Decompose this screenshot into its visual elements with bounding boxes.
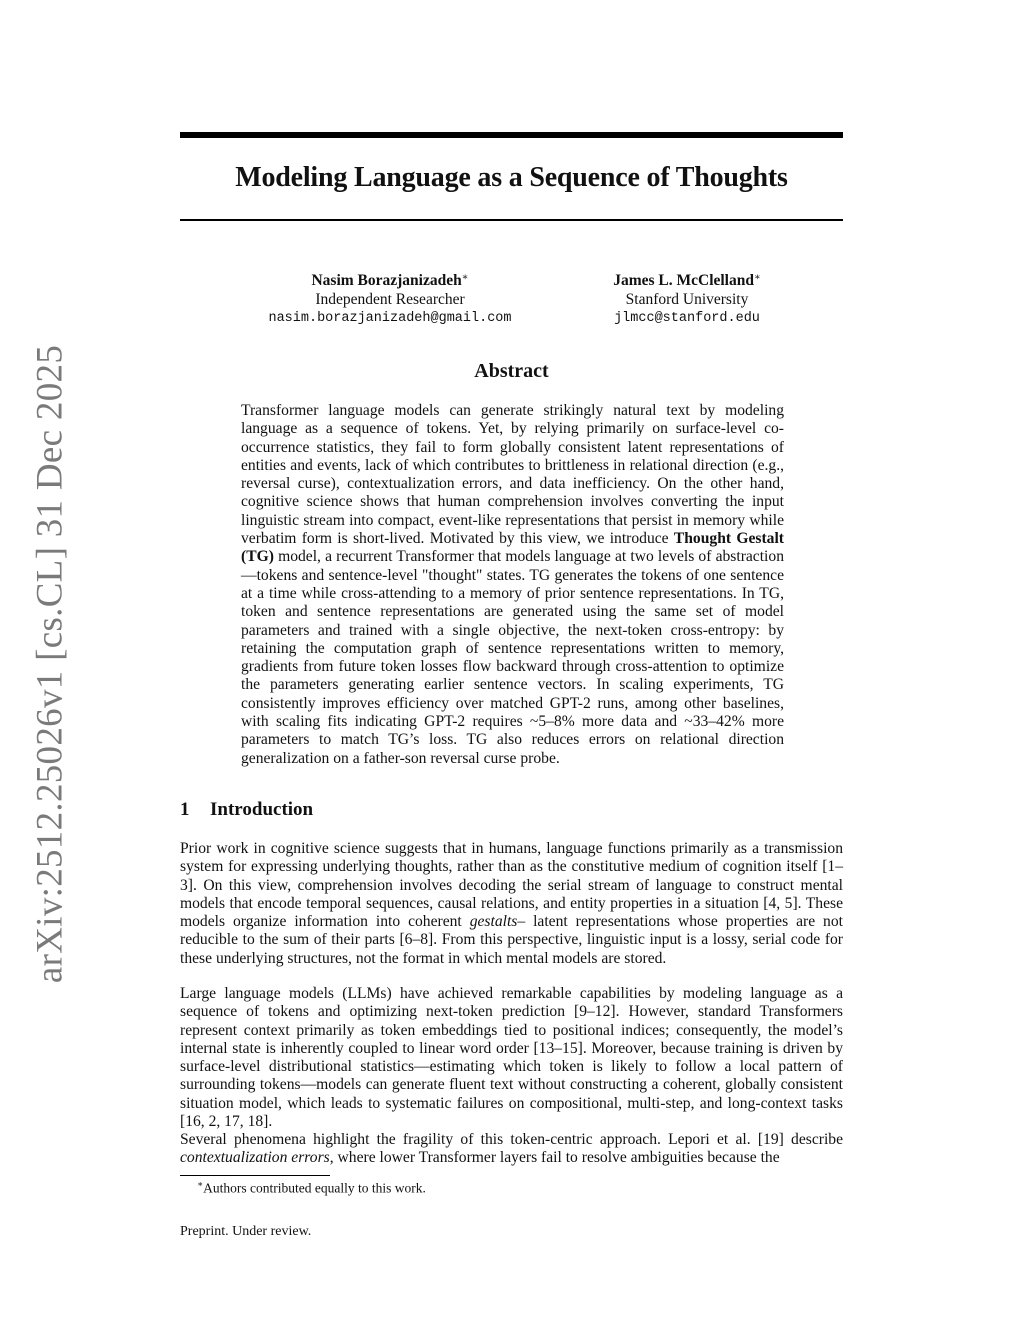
title-bottom-rule bbox=[180, 219, 843, 221]
paper-title: Modeling Language as a Sequence of Thoughts bbox=[235, 162, 788, 193]
section-title: Introduction bbox=[210, 799, 314, 820]
author-mark: ∗ bbox=[461, 272, 469, 283]
author-block-2 bbox=[527, 268, 847, 328]
intro-paragraph-1 bbox=[180, 840, 843, 968]
footnote bbox=[197, 1179, 426, 1197]
paragraph-italic-term: gestalts bbox=[469, 913, 518, 931]
author-affiliation: Independent Researcher bbox=[315, 291, 465, 308]
section-heading bbox=[180, 799, 313, 821]
page-footer: Preprint. Under review. bbox=[180, 1224, 312, 1239]
author-name: Nasim Borazjanizadeh bbox=[311, 272, 462, 289]
paragraph-text-part: , where lower Transformer layers fail to resolve ambiguities because the bbox=[329, 1149, 780, 1167]
author-mark: ∗ bbox=[753, 272, 761, 283]
abstract-text-part: model, a recurrent Transformer that models language at two levels of abstraction—tokens and sentence-level "thought" states. TG generates the tokens of one sentence at a time while cross-attending to a memory of prior sentence representations. In TG, token and sentence representations are generated using the same set of model parameters and trained with a single objective, the next-token cross-entropy: by retaining the computation graph of sentence representations written to memory, gradients from future token losses flow backward through cross-attention to optimize the parameters generating earlier sentence vectors. In scaling experiments, TG consistently improves efficiency over matched GPT-2 runs, among other baselines, with scaling fits indicating GPT-2 requires ~5–8% more data and ~33–42% more parameters to match TG’s loss. TG also reduces errors on relational direction generalization on a father-son reversal curse probe. bbox=[241, 548, 784, 767]
author-email: jlmcc@stanford.edu bbox=[614, 311, 760, 326]
footnote-rule bbox=[180, 1175, 330, 1176]
author-block-1 bbox=[230, 268, 550, 328]
footnote-mark: ∗ bbox=[197, 1179, 204, 1189]
paragraph-text-part: – latent representations whose properties are not reducible to the sum of their parts [6–8]. From this perspective, linguistic input is a lossy, serial code for these underlying structures, not the format in which mental models are stored. bbox=[180, 913, 843, 967]
abstract-heading: Abstract bbox=[474, 360, 549, 382]
title-top-rule bbox=[180, 132, 843, 138]
section-number: 1 bbox=[180, 799, 190, 820]
abstract-text-part: Transformer language models can generate strikingly natural text by modeling language as a sequence of tokens. Yet, by relying primarily on surface-level co-occurrence statistics, they fail to form globally consistent latent representations of entities and events, lack of which contributes to brittleness in relational direction (e.g., reversal curse), contextualization errors, and data inefficiency. On the other hand, cognitive science shows that human comprehension involves converting the input linguistic stream into compact, event-like representations that persist in memory while verbatim form is short-lived. Motivated by this view, we introduce bbox=[241, 402, 784, 548]
paragraph-text-part: Several phenomena highlight the fragility of this token-centric approach. Lepori et al. [19] describe bbox=[180, 1131, 843, 1148]
author-affiliation: Stanford University bbox=[625, 291, 749, 308]
intro-paragraph-3 bbox=[180, 1131, 843, 1168]
intro-paragraph-2: Large language models (LLMs) have achieved remarkable capabilities by modeling language as a sequence of tokens and optimizing next-token prediction [9–12]. However, standard Transformers represent context primarily as token embeddings tied to positional indices; consequently, the model’s internal state is inherently coupled to linear word order [13–15]. Moreover, because training is driven by surface-level distributional statistics—estimating which token is likely to follow a local pattern of surrounding tokens—models can generate fluent text without constructing a coherent, globally consistent situation model, which leads to systematic failures on compositional, multi-step, and long-context tasks [16, 2, 17, 18]. bbox=[180, 985, 843, 1131]
author-email: nasim.borazjanizadeh@gmail.com bbox=[268, 311, 512, 326]
paragraph-italic-term: contextualization errors bbox=[180, 1149, 330, 1167]
abstract-bold-term: Thought Gestalt (TG) bbox=[241, 530, 784, 566]
paragraph-text-part: Prior work in cognitive science suggests that in humans, language functions primarily as a transmission system for expressing underlying thoughts, rather than as the constitutive medium of cognition itself [1–3]. On this view, comprehension involves decoding the serial stream of language to construct mental models that encode temporal sequences, causal relations, and entity properties in a situation [4, 5]. These models organize information into coherent bbox=[180, 840, 843, 931]
footnote-text: Authors contributed equally to this work. bbox=[203, 1180, 426, 1196]
arxiv-identifier-stamp: arXiv:2512.25026v1 [cs.CL] 31 Dec 2025 bbox=[29, 344, 71, 984]
author-name: James L. McClelland bbox=[613, 272, 754, 289]
abstract-text bbox=[241, 402, 784, 768]
